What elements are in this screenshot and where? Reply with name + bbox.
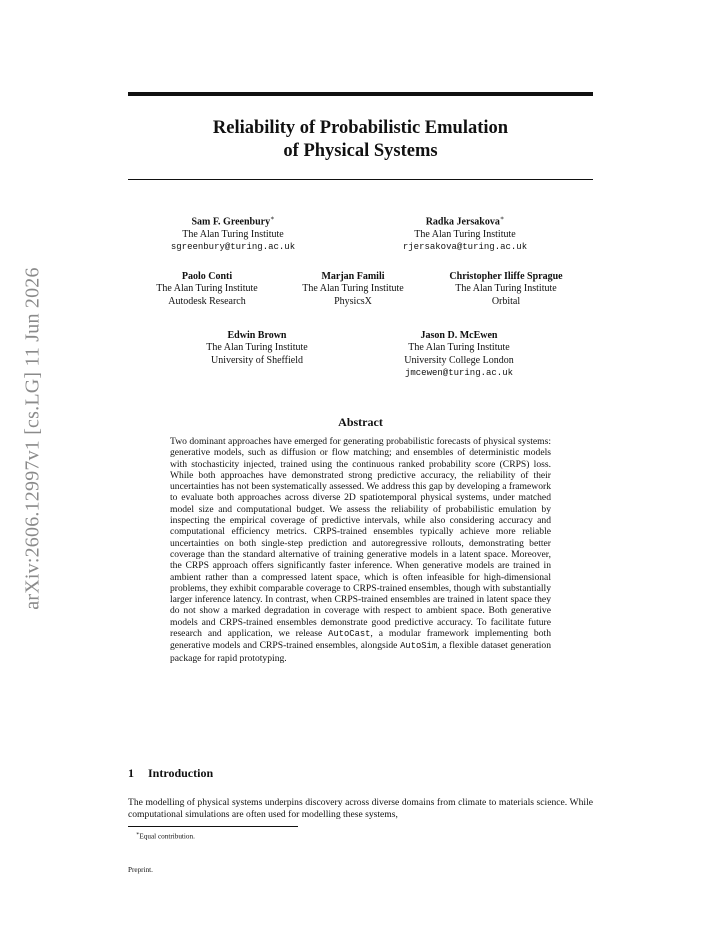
author-affiliation: The Alan Turing Institute bbox=[455, 283, 557, 295]
author-affiliation: University College London bbox=[404, 354, 514, 366]
footnote-mark: ∗ bbox=[136, 832, 140, 837]
author-email[interactable]: rjersakova@turing.ac.uk bbox=[402, 242, 528, 253]
footnote bbox=[136, 831, 195, 840]
author-email[interactable]: jmcewen@turing.ac.uk bbox=[404, 368, 514, 379]
title-line-2: of Physical Systems bbox=[283, 141, 438, 161]
footnote-rule bbox=[128, 826, 298, 827]
author-name: Sam F. Greenbury bbox=[191, 216, 271, 228]
author-affiliation: PhysicsX bbox=[334, 295, 372, 307]
equal-contribution-mark: ∗ bbox=[499, 215, 505, 222]
section-number: 1 bbox=[128, 766, 134, 780]
autocast-code: AutoCast bbox=[328, 629, 371, 640]
author-name: Jason D. McEwen bbox=[420, 330, 498, 341]
footnote-text: Equal contribution. bbox=[139, 832, 195, 841]
author-name: Paolo Conti bbox=[181, 271, 233, 282]
author-name: Edwin Brown bbox=[227, 330, 287, 341]
abstract-text: Two dominant approaches have emerged for generating probabilistic forecasts of physical systems: generative models, such as diffusion or flow matching; and ensembles of deterministic models with stochasticity injected, trained using the continuous ranked probability score (CRPS) loss. While both approaches have demonstrated strong predictive accuracy, the reliability of their uncertainties has not been systematically assessed. We address this gap by developing a framework to evaluate both approaches across diverse 2D spatiotemporal physical systems, under matched model size and computational budget. We assess the reliability of probabilistic emulation by inspecting the empirical coverage of predictive intervals, while also considering accuracy and computational efficiency metrics. CRPS-trained ensembles typically achieve more reliable uncertainties on both single-step prediction and autoregressive rollouts, demonstrating better coverage than the standard alternative of training generative models in a latent space. Moreover, the CRPS approach offers significantly faster inference. When generative models are trained in ambient rather than a compressed latent space, which is often infeasible for high-dimensional problems, they exhibit comparable coverage to CRPS-trained ensembles, though with substantially larger inference latency. In contrast, when CRPS-trained ensembles are trained in latent space they do not show a marked degradation in coverage with respect to ambient space. Both generative models and CRPS-trained ensembles demonstrate good predictive accuracy. To facilitate future research and application, we release bbox=[170, 436, 551, 640]
author-affiliation: The Alan Turing Institute bbox=[182, 228, 284, 240]
author-name: Radka Jersakova bbox=[425, 216, 500, 228]
author-name: Marjan Famili bbox=[321, 271, 385, 282]
author-block bbox=[182, 330, 332, 367]
autosim-code: AutoSim bbox=[400, 641, 438, 652]
preprint-label: Preprint. bbox=[128, 866, 153, 874]
author-block bbox=[158, 213, 308, 254]
author-block bbox=[390, 213, 540, 254]
equal-contribution-mark: ∗ bbox=[270, 215, 275, 222]
author-email[interactable]: sgreenbury@turing.ac.uk bbox=[170, 242, 296, 253]
abstract-body bbox=[170, 436, 551, 664]
arxiv-stamp bbox=[13, 262, 53, 614]
arxiv-stamp-text: arXiv:2606.12997v1 [cs.LG] 11 Jun 2026 bbox=[21, 266, 44, 610]
abstract-text: , a flexible dataset generation package for rapid prototyping. bbox=[170, 640, 551, 664]
author-block bbox=[384, 330, 534, 380]
author-affiliation: The Alan Turing Institute bbox=[302, 283, 404, 295]
title-top-rule bbox=[128, 92, 593, 96]
author-affiliation: The Alan Turing Institute bbox=[206, 342, 308, 354]
author-affiliation: Autodesk Research bbox=[168, 295, 246, 307]
author-affiliation: The Alan Turing Institute bbox=[156, 283, 258, 295]
abstract-text: , a modular framework implementing both generative models and CRPS-trained ensembles, alongside bbox=[170, 628, 551, 652]
title-bottom-rule bbox=[128, 179, 593, 180]
introduction-paragraph: The modelling of physical systems underpins discovery across diverse domains from climate to materials science. While computational simulations are often used for modelling these systems, bbox=[128, 797, 593, 820]
section-title: Introduction bbox=[148, 766, 214, 780]
author-affiliation: The Alan Turing Institute bbox=[414, 228, 516, 240]
author-block bbox=[434, 271, 578, 308]
author-affiliation: The Alan Turing Institute bbox=[408, 342, 510, 354]
author-affiliation: University of Sheffield bbox=[210, 354, 304, 366]
section-heading-introduction bbox=[128, 766, 213, 781]
author-block bbox=[284, 271, 422, 308]
author-block bbox=[138, 271, 276, 308]
abstract-heading: Abstract bbox=[338, 415, 383, 429]
title-line-1: Reliability of Probabilistic Emulation bbox=[212, 118, 509, 138]
paper-title bbox=[128, 117, 593, 163]
author-name: Christopher Iliffe Sprague bbox=[449, 271, 563, 282]
author-affiliation: Orbital bbox=[491, 295, 521, 307]
